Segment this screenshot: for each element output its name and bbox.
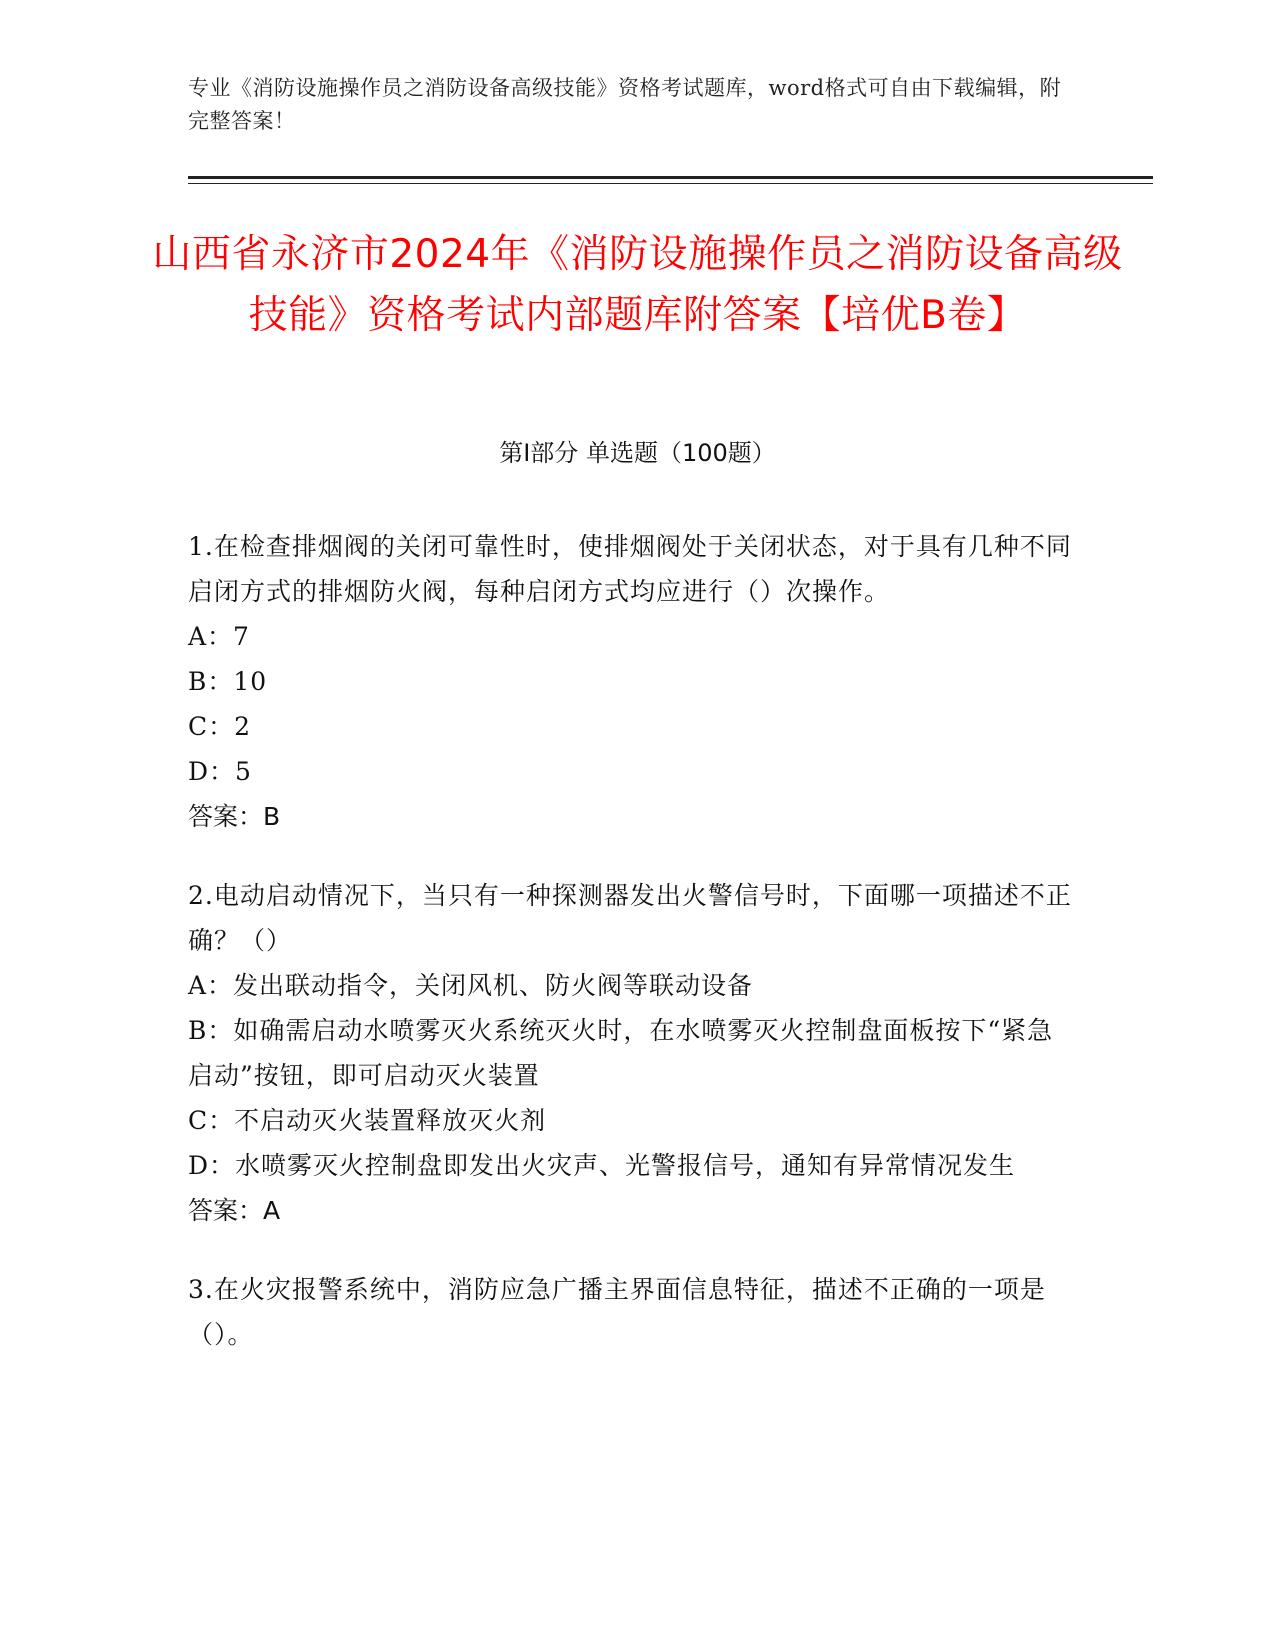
option-a: A：发出联动指令，关闭风机、防火阀等联动设备 xyxy=(188,971,754,1000)
option-c: C：不启动灭火装置释放灭火剂 xyxy=(188,1106,547,1135)
header-divider-thick xyxy=(188,176,1153,179)
option-a: A：7 xyxy=(188,622,250,651)
question-stem: 2.电动启动情况下，当只有一种探测器发出火警信号时，下面哪一项描述不正确？（） xyxy=(188,881,1072,955)
question-stem: 1.在检查排烟阀的关闭可靠性时，使排烟阀处于关闭状态，对于具有几种不同启闭方式的排烟防火阀，每种启闭方式均应进行（）次操作。 xyxy=(188,532,1072,606)
question-2 xyxy=(188,873,1078,1233)
option-d: D：5 xyxy=(188,757,252,786)
answer: 答案：A xyxy=(188,1196,281,1225)
document-title: 山西省永济市2024年《消防设施操作员之消防设备高级技能》资格考试内部题库附答案【培优B卷】 xyxy=(152,232,1123,338)
option-b: B：如确需启动水喷雾灭火系统灭火时，在水喷雾灭火控制盘面板按下“紧急启动”按钮，即可启动灭火装置 xyxy=(188,1016,1054,1090)
header-divider-thin xyxy=(188,183,1153,184)
option-d: D：水喷雾灭火控制盘即发出火灾声、光警报信号，通知有异常情况发生 xyxy=(188,1151,1016,1180)
question-list xyxy=(188,524,1078,1391)
question-3 xyxy=(188,1267,1078,1357)
header-note: 专业《消防设施操作员之消防设备高级技能》资格考试题库，word格式可自由下载编辑，附完整答案！ xyxy=(188,76,1062,133)
option-b: B：10 xyxy=(188,667,268,696)
question-stem: 3.在火灾报警系统中，消防应急广播主界面信息特征，描述不正确的一项是（）。 xyxy=(188,1275,1046,1349)
option-c: C：2 xyxy=(188,712,252,741)
answer: 答案：B xyxy=(188,802,281,831)
section-title: 第I部分 单选题（100题） xyxy=(499,439,776,467)
question-1 xyxy=(188,524,1078,839)
